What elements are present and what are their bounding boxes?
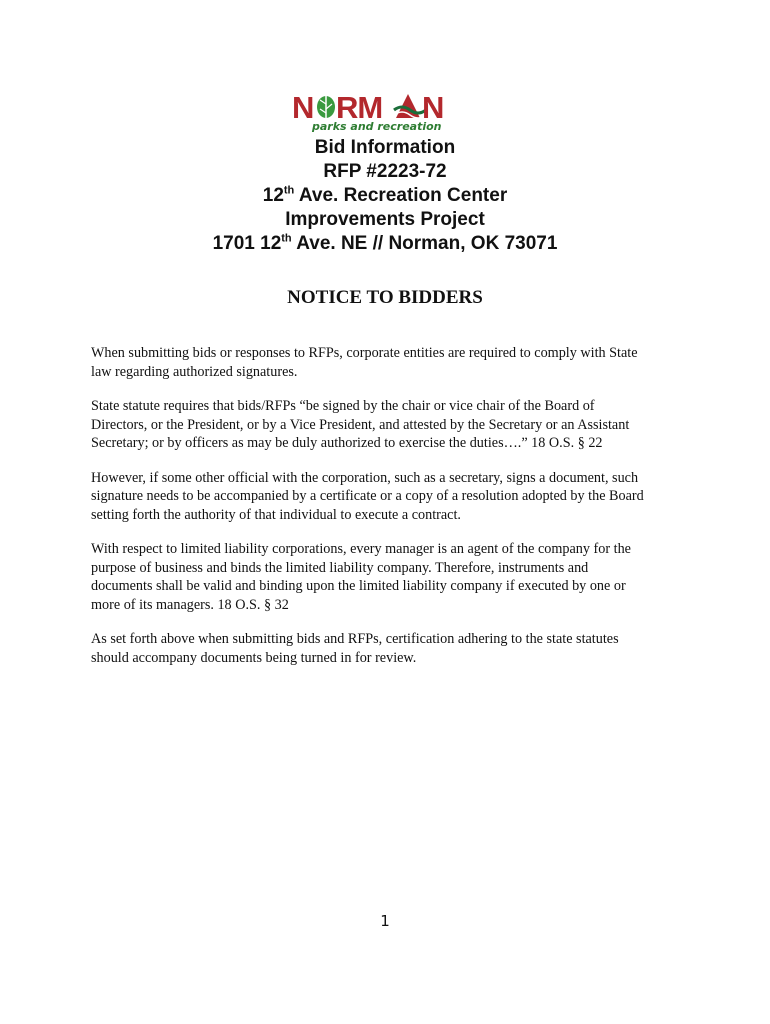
- page-number: 1: [380, 912, 390, 930]
- paragraph: As set forth above when submitting bids and RFPs, certification adhering to the state statutes should accompany documents being turned in for review.: [91, 631, 619, 666]
- notice-body: [91, 344, 691, 683]
- rfp-number: RFP #2223-72: [323, 161, 447, 182]
- project-name-line-2: Improvements Project: [285, 209, 485, 230]
- norman-parks-logo: [292, 90, 476, 132]
- paragraph: With respect to limited liability corporations, every manager is an agent of the company for the purpose of business and binds the limited liability company. Therefore, instruments and documents shall be valid and binding upon the limited liability company if executed by one or more of its managers. 18 O.S. § 32: [91, 541, 631, 613]
- project-address: 1701 12th Ave. NE // Norman, OK 73071: [212, 232, 558, 254]
- paragraph: State statute requires that bids/RFPs “be signed by the chair or vice chair of the Board of Directors, or the President, or by a Vice President, and attested by the Secretary or an Assistant Secretary; or by officers as may be duly authorized to exercise the duties….” 18 O.S. § 22: [91, 398, 630, 451]
- logo-wordmark: N: [292, 90, 314, 125]
- svg-text:N: N: [422, 90, 444, 125]
- leaf-icon: [317, 96, 335, 118]
- paragraph: However, if some other official with the corporation, such as a secretary, signs a document, such signature needs to be accompanied by a certificate or a copy of a resolution adopted by the Board setting forth the authority of that individual to execute a contract.: [91, 469, 644, 523]
- svg-text:RM: RM: [336, 90, 383, 125]
- paragraph: When submitting bids or responses to RFPs, corporate entities are required to comply with State law regarding authorized signatures.: [91, 345, 638, 380]
- bid-information-heading: [0, 136, 770, 256]
- notice-title: NOTICE TO BIDDERS: [287, 287, 483, 308]
- logo-tagline: parks and recreation: [312, 120, 442, 132]
- bid-info-title: Bid Information: [314, 137, 456, 158]
- project-name-line: 12th Ave. Recreation Center: [262, 184, 508, 206]
